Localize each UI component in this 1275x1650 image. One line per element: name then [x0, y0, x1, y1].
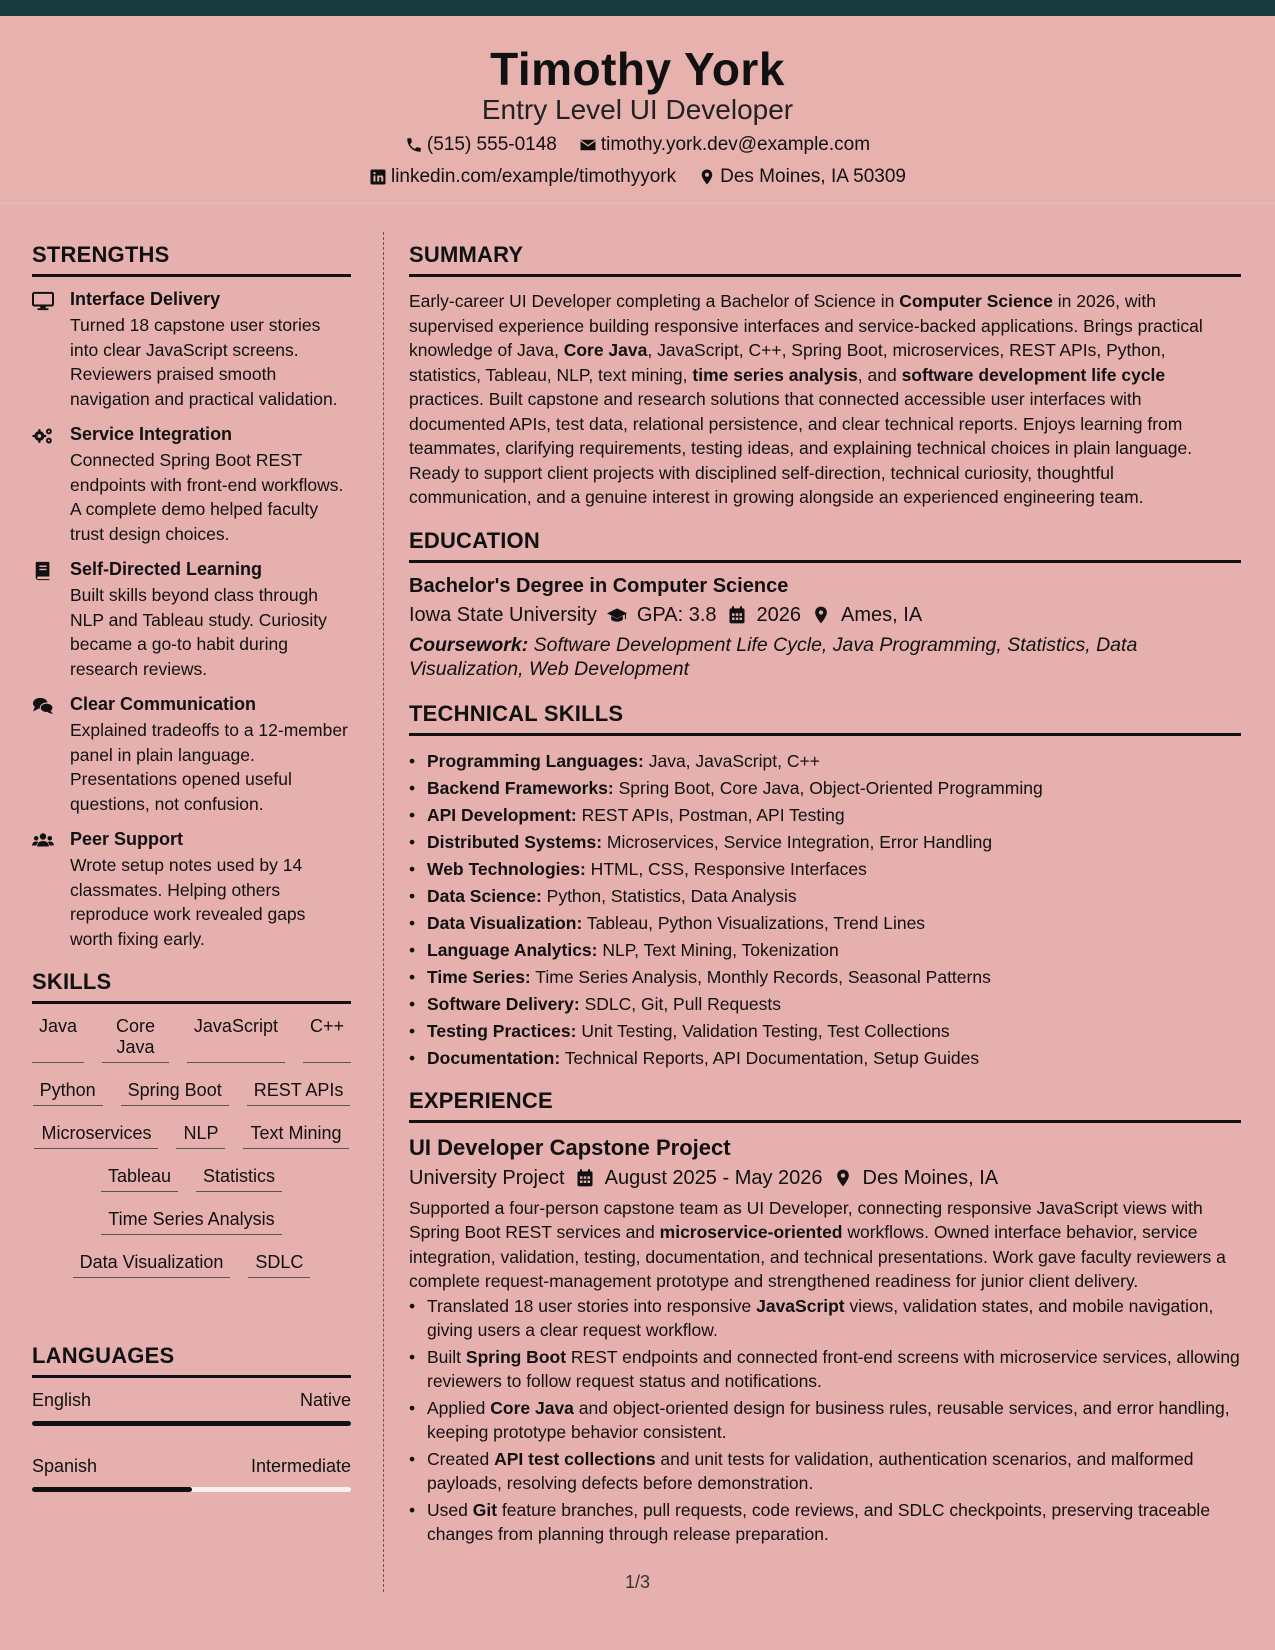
strength-title: Interface Delivery [70, 289, 221, 309]
emphasis-text: Computer Science [899, 291, 1053, 311]
skill-category: Testing Practices: [427, 1020, 577, 1041]
text-run: views, validation states, and mobile navigation, giving users a clear request workflow. [427, 1295, 1214, 1340]
technical-skill-item [409, 910, 1241, 937]
text-run: Early-career UI Developer completing a Bachelor of Science in [409, 291, 900, 311]
proficiency-fill [32, 1421, 351, 1426]
emphasis-text: Core Java [563, 340, 648, 360]
skill-category: Software Delivery: [427, 993, 580, 1014]
school-name: Iowa State University [409, 603, 597, 626]
language-item [32, 1390, 351, 1426]
school-location: Ames, IA [841, 603, 923, 626]
skills-heading: SKILLS [32, 969, 351, 1004]
job-dates: August 2025 - May 2026 [604, 1166, 823, 1189]
skill-tag: SDLC [248, 1252, 310, 1278]
proficiency-bar [32, 1487, 351, 1492]
emphasis-text: software development life cycle [901, 364, 1166, 385]
skill-row [32, 1252, 351, 1278]
location-text: Des Moines, IA 50309 [720, 166, 906, 187]
emphasis-text: JavaScript [756, 1295, 845, 1316]
technical-skill-item [409, 856, 1241, 883]
text-run: Translated 18 user stories into responsive [427, 1295, 757, 1316]
languages-list [32, 1390, 351, 1492]
left-column [32, 242, 351, 1522]
strength-item [32, 559, 351, 681]
skill-row [32, 1123, 351, 1149]
skill-tag: Statistics [196, 1166, 282, 1192]
skill-tag: Time Series Analysis [101, 1209, 281, 1235]
skill-values: Time Series Analysis, Monthly Records, Seasonal Patterns [530, 966, 991, 987]
map-marker-icon [833, 1168, 853, 1188]
coursework [409, 633, 1241, 681]
email-text: timothy.york.dev@example.com [600, 134, 871, 155]
skill-category: Data Visualization: [427, 912, 583, 933]
strength-item [32, 829, 351, 951]
candidate-title: Entry Level UI Developer [481, 94, 794, 125]
candidate-name: Timothy York [490, 43, 785, 95]
strength-title: Service Integration [70, 424, 233, 444]
strength-text: Connected Spring Boot REST endpoints with front-end workflows. A complete demo helped faculty trust design choices. [70, 450, 344, 544]
skill-values: Technical Reports, API Documentation, Setup Guides [560, 1047, 980, 1068]
job-title: UI Developer Capstone Project [409, 1134, 731, 1160]
skill-values: Microservices, Service Integration, Error Handling [602, 831, 993, 852]
strength-text: Explained tradeoffs to a 12-member panel in plain language. Presentations opened useful questions, not confusion. [70, 720, 348, 814]
job-bullet [409, 1447, 1241, 1496]
strength-item [32, 289, 351, 411]
skill-values: Python, Statistics, Data Analysis [541, 885, 797, 906]
skill-values: HTML, CSS, Responsive Interfaces [585, 858, 867, 879]
technical-skills-list [409, 748, 1241, 1072]
technical-skill-item [409, 748, 1241, 775]
skill-values: Java, JavaScript, C++ [643, 750, 820, 771]
phone-contact [405, 134, 557, 156]
education-meta [409, 604, 1241, 627]
strength-title: Peer Support [70, 829, 184, 849]
proficiency-bar [32, 1421, 351, 1426]
job-location: Des Moines, IA [862, 1166, 999, 1189]
column-divider [383, 232, 384, 1592]
strength-title: Self-Directed Learning [70, 559, 263, 579]
emphasis-text: Spring Boot [465, 1346, 567, 1367]
skill-values: NLP, Text Mining, Tokenization [597, 939, 839, 960]
education-heading: EDUCATION [409, 528, 1241, 563]
contact-row-1 [0, 134, 1275, 156]
technical-skill-item [409, 802, 1241, 829]
language-level: Native [299, 1390, 351, 1410]
technical-skill-item [409, 829, 1241, 856]
skill-category: Documentation: [427, 1047, 561, 1068]
technical-skill-item [409, 991, 1241, 1018]
graduation-year: 2026 [756, 603, 802, 626]
text-run: Applied [427, 1397, 491, 1418]
strengths-heading: STRENGTHS [32, 242, 351, 277]
job-bullet [409, 1498, 1241, 1547]
book-icon [32, 561, 54, 581]
skill-values: Spring Boot, Core Java, Object-Oriented Programming [613, 777, 1043, 798]
technical-skill-item [409, 1045, 1241, 1072]
skill-category: Data Science: [427, 885, 542, 906]
coursework-list: Software Development Life Cycle, Java Programming, Statistics, Data Visualization, Web Development [409, 633, 1138, 680]
skill-category: Time Series: [427, 966, 531, 987]
job-meta [409, 1167, 1241, 1190]
text-run: practices. Built capstone and research solutions that connected accessible user interfaces with documented APIs, test data, relational persistence, and clear technical reports. Enjoys learning from teammates, clarifying requirements, testing ideas, and explaining technical choices in plain language. Ready to support client projects with disciplined self-direction, technical curiosity, thoughtful communication, and a genuine interest in growing alongside an experienced engineering team. [409, 389, 1193, 507]
text-run: and unit tests for validation, authentication scenarios, and malformed payloads, resolving defects before demonstration. [427, 1448, 1194, 1493]
languages-heading: LANGUAGES [32, 1343, 351, 1378]
skill-tag: REST APIs [247, 1080, 351, 1106]
right-column [409, 242, 1241, 1549]
calendar-icon [575, 1168, 595, 1188]
skill-category: Language Analytics: [427, 939, 598, 960]
strength-text: Built skills beyond class through NLP and Tableau study. Curiosity became a go-to habit during research reviews. [70, 585, 327, 679]
text-run: workflows. Owned interface behavior, service integration, validation, testing, documentation, and technical presentations. Work gave faculty reviewers a complete request-management prototype and strengthened readiness for junior client delivery. [409, 1222, 1226, 1291]
comments-icon [32, 696, 54, 716]
strength-text: Wrote setup notes used by 14 classmates. Helping others reproduce work revealed gaps worth fixing early. [70, 855, 306, 949]
text-run: Built [427, 1346, 466, 1367]
linkedin-contact[interactable] [369, 166, 676, 188]
degree-title: Bachelor's Degree in Computer Science [409, 574, 789, 597]
text-run: Created [427, 1448, 495, 1469]
skill-values: REST APIs, Postman, API Testing [576, 804, 845, 825]
language-name: Spanish [32, 1456, 98, 1476]
language-level: Intermediate [250, 1456, 351, 1476]
skill-values: Tableau, Python Visualizations, Trend Lines [582, 912, 926, 933]
skill-values: SDLC, Git, Pull Requests [579, 993, 782, 1014]
top-accent-bar [0, 0, 1275, 16]
skill-tag: Text Mining [243, 1123, 348, 1149]
text-run: Used [427, 1499, 473, 1520]
calendar-icon [727, 605, 747, 625]
job-bullet [409, 1294, 1241, 1343]
text-run: , JavaScript, C++, Spring Boot, microservices, REST APIs, Python, statistics, Tableau, NLP, text mining, [409, 340, 1166, 385]
strength-title: Clear Communication [70, 694, 257, 714]
technical-skill-item [409, 883, 1241, 910]
skill-tag: Tableau [101, 1166, 178, 1192]
skill-tag: Spring Boot [121, 1080, 229, 1106]
technical-skill-item [409, 937, 1241, 964]
emphasis-text: microservice-oriented [659, 1222, 843, 1242]
phone-text: (515) 555-0148 [426, 134, 557, 155]
technical-skills-heading: TECHNICAL SKILLS [409, 701, 1241, 736]
job-bullet [409, 1396, 1241, 1445]
emphasis-text: API test collections [494, 1448, 656, 1469]
skill-category: Programming Languages: [427, 750, 644, 771]
map-marker-icon [811, 605, 831, 625]
page-indicator: 1/3 [624, 1572, 651, 1592]
emphasis-text: time series analysis [692, 364, 858, 385]
job-bullets [409, 1294, 1241, 1547]
map-marker-icon [698, 168, 716, 186]
strength-text: Turned 18 capstone user stories into clear JavaScript screens. Reviewers praised smooth navigation and practical validation. [70, 315, 338, 409]
language-name: English [32, 1390, 92, 1410]
text-run: REST endpoints and connected front-end screens with microservice services, allowing reviewers to follow request status and notifications. [427, 1346, 1240, 1391]
strength-item [32, 694, 351, 816]
gears-icon [32, 426, 54, 446]
email-contact[interactable] [579, 134, 870, 156]
skill-tag: Java [32, 1016, 84, 1063]
skill-values: Unit Testing, Validation Testing, Test Collections [576, 1020, 950, 1041]
phone-icon [405, 136, 423, 154]
skill-category: API Development: [427, 804, 577, 825]
skill-row [32, 1209, 351, 1235]
summary-heading: SUMMARY [409, 242, 1241, 277]
skill-tag: Core Java [102, 1016, 169, 1063]
skill-category: Backend Frameworks: [427, 777, 614, 798]
envelope-icon [579, 136, 597, 154]
gpa-text: GPA: 3.8 [636, 603, 717, 626]
technical-skill-item [409, 964, 1241, 991]
experience-heading: EXPERIENCE [409, 1088, 1241, 1123]
job-bullet [409, 1345, 1241, 1394]
technical-skill-item [409, 1018, 1241, 1045]
job-org: University Project [409, 1166, 565, 1189]
strength-item [32, 424, 351, 546]
skill-tag: JavaScript [187, 1016, 285, 1063]
text-run: Supported a four-person capstone team as UI Developer, connecting responsive JavaScript views with Spring Boot REST services and [409, 1197, 1203, 1242]
coursework-label: Coursework: [409, 633, 529, 656]
skill-tag: C++ [303, 1016, 351, 1063]
users-icon [32, 831, 54, 851]
resume-header [0, 16, 1275, 204]
proficiency-fill [32, 1487, 192, 1492]
linkedin-text: linkedin.com/example/timothyyork [390, 166, 677, 187]
emphasis-text: Git [472, 1499, 498, 1520]
job-description [409, 1196, 1241, 1294]
text-run: and object-oriented design for business rules, reusable services, and error handling, keeping prototype behavior consistent. [427, 1397, 1230, 1442]
skill-tag: Data Visualization [73, 1252, 231, 1278]
skill-row [32, 1080, 351, 1106]
emphasis-text: Core Java [490, 1397, 574, 1418]
skill-tag: NLP [176, 1123, 225, 1149]
graduation-cap-icon [607, 605, 627, 625]
skill-tag: Microservices [34, 1123, 158, 1149]
technical-skill-item [409, 775, 1241, 802]
language-item [32, 1456, 351, 1492]
summary-text [409, 289, 1241, 510]
text-run: , and [857, 364, 902, 385]
monitor-icon [32, 291, 54, 311]
text-run: feature branches, pull requests, code reviews, and SDLC checkpoints, preserving traceable changes from planning through release preparation. [427, 1499, 1211, 1544]
linkedin-icon [369, 168, 387, 186]
skill-row [32, 1016, 351, 1063]
skill-tag: Python [33, 1080, 103, 1106]
contact-row-2 [0, 166, 1275, 188]
text-run: in 2026, with supervised experience building responsive interfaces and service-backed applications. Brings practical knowledge of Java, [409, 291, 1203, 360]
skill-row [32, 1166, 351, 1192]
skills-tags [32, 1016, 351, 1303]
skill-category: Distributed Systems: [427, 831, 603, 852]
skill-category: Web Technologies: [427, 858, 586, 879]
location-contact [698, 166, 906, 188]
